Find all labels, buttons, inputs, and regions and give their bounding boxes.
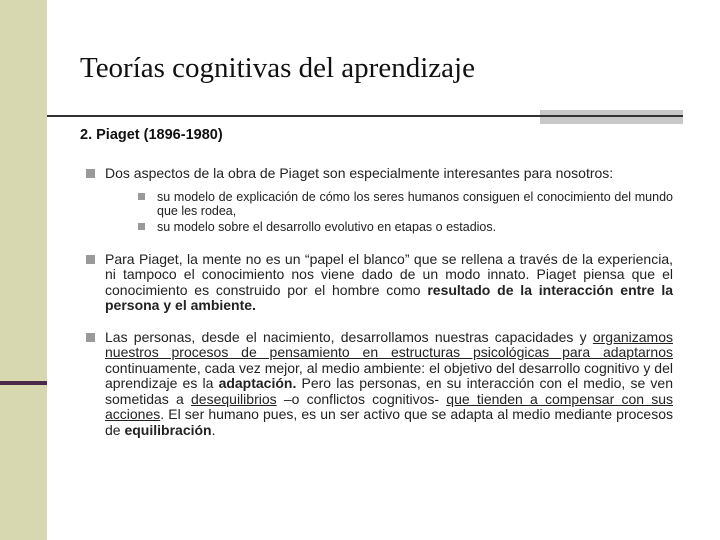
bullet-text: –o conflictos cognitivos- (276, 390, 447, 407)
title-rule (47, 115, 683, 117)
bullet-text: Dos aspectos de la obra de Piaget son especialmente interesantes para nosotros: (105, 165, 614, 181)
bullet-text: Para Piaget, la mente no es un “papel el blanco” que se rellena a través de la experiencia, ni tampoco el conocimiento nos viene dado de un modo innato. Piaget piensa que el conocimiento es construido por el hombre como (105, 250, 673, 298)
bullet-list (86, 166, 673, 454)
sub-bullet-text: su modelo sobre el desarrollo evolutivo en etapas o estadios. (157, 219, 497, 234)
underlined-text: organizamos nuestros procesos de pensamiento en estructuras psicológicas para adaptarnos (105, 328, 673, 360)
bullet-text: . El ser humano pues, es un ser activo que se adapta al medio mediante procesos de (105, 406, 673, 438)
bold-text: resultado de la interacción entre la persona y el ambiente. (105, 281, 673, 313)
bold-text: adaptación. (218, 375, 297, 391)
bullet-text: . (211, 421, 216, 438)
slide-subtitle: 2. Piaget (1896-1980) (80, 127, 223, 143)
side-strip (0, 0, 47, 540)
bullet-text: Pero las personas, en su interacción con el medio, se ven sometidas a (105, 375, 673, 407)
underlined-text: desequilibrios (191, 390, 277, 407)
square-bullet-icon (86, 333, 95, 342)
sub-bullet-item (138, 220, 673, 234)
square-bullet-icon (138, 193, 145, 200)
bullet-item (86, 252, 673, 314)
square-bullet-icon (86, 255, 95, 264)
title-rule-accent (540, 110, 683, 124)
square-bullet-icon (138, 223, 145, 230)
bullet-item (86, 330, 673, 439)
sub-bullet-text: su modelo de explicación de cómo los seres humanos consiguen el conocimiento del mundo que les rodea, (157, 189, 673, 218)
slide-title: Teorías cognitivas del aprendizaje (80, 52, 475, 84)
bullet-text: Las personas, desde el nacimiento, desarrollamos nuestras capacidades y (105, 328, 593, 345)
bullet-text: continuamente, cada vez mejor, al medio ambiente: el objetivo del desarrollo cognitivo y del aprendizaje es la (105, 359, 673, 391)
underlined-text: que tienden a compensar con sus acciones (105, 390, 674, 422)
bold-text: equilibración (124, 421, 212, 438)
sub-bullet-item (138, 190, 673, 218)
square-bullet-icon (86, 169, 95, 178)
bullet-item (86, 166, 673, 234)
side-accent-bar (0, 381, 47, 385)
sub-bullet-list (138, 190, 673, 234)
